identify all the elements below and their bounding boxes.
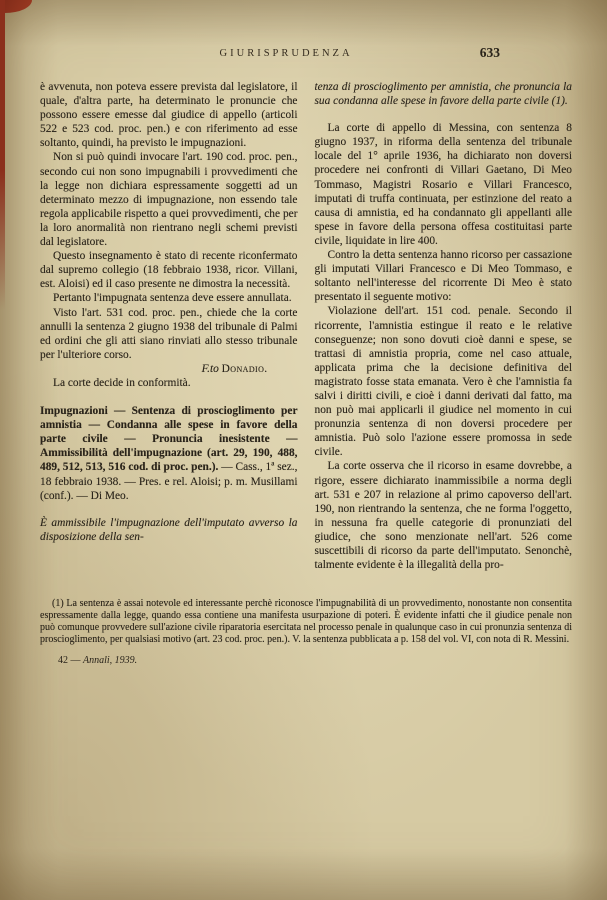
page-number: 633	[479, 45, 500, 60]
headnote-citation: — Cass., 1ª sez., 18 febbraio 1938. — Pres. e rel. Aloisi; p. m. Musillami (conf.). — Di Meo.	[40, 461, 298, 502]
syllabus-text: È ammissibile l'impugnazione dell'imputato avverso la disposizione della sen-	[40, 516, 298, 543]
book-spine-edge	[0, 0, 5, 310]
paragraph: La corte di appello di Messina, con sentenza 8 giugno 1937, in riforma della sentenza del tribunale locale del 1° aprile 1936, ha dichiarato non doversi procedere nei confronti di Villari Gaetano, Di Meo Tommaso, Magistri Rosario e Villari Francesco, imputati di truffa continuata, per estinzione del reato a causa di amnistia, ed ha condannato gli appellanti alle spese in favore della persona offesa costituitasi parte civile, liquidate in lire 400.	[314, 122, 572, 247]
paragraph: Non si può quindi invocare l'art. 190 cod. proc. pen., secondo cui non sono impugnabili i provvedimenti che la legge non dichiara espressamente soggetti ad un determinato mezzo di impugnazione, non essendo tale regola applicabile rispetto a quei provvedimenti, che per la loro anormalità non rientrano negli schemi previsti dal legislatore.	[40, 151, 298, 249]
paragraph: La corte decide in conformità.	[53, 376, 191, 389]
case-headnote	[40, 404, 298, 503]
syllabus-text: tenza di proscioglimento per amnistia, che pronuncia la sua condanna alle spese in favore della parte civile (1).	[314, 81, 572, 108]
paragraph: Visto l'art. 531 cod. proc. pen., chiede che la corte annulli la sentenza 2 giugno 1938 del tribunale di Palmi ed ordini che gli atti siano rinviati allo stesso tribunale per l'ulteriore corso.	[40, 306, 298, 361]
footnote: (1) La sentenza è assai notevole ed interessante perchè riconosce l'impugnabilità di un provvedimento, nonostante non consentita espressamente dalla legge, quando essa contiene una manifesta usurpazione di poteri. È evidente infatti che il giudice penale non può comunque provvedere sull'azione civile riparatoria esercitata nel processo penale in qualunque caso in cui pronunzia sentenza di proscioglimento, per qualsiasi motivo (art. 23 cod. proc. pen.). V. la sentenza pubblicata a p. 158 del vol. VI, con nota di R. Messini.	[40, 598, 572, 645]
headnote-keywords: Impugnazioni — Sentenza di proscioglimento per amnistia — Condanna alle spese in favore della parte civile — Pronuncia inesistente — Ammissibilità dell'impugnazione (art. 29, 190, 488, 489, 512, 513, 516 cod. di proc. pen.).	[40, 405, 298, 474]
paragraph: Violazione dell'art. 151 cod. penale. Secondo il ricorrente, l'amnistia estingue il reato e le relative conseguenze; non sono dovuti cioè danni e spese, se trattasi di amnistia propria, come nel caso attuale, applicata prima che la decisione definitiva del magistrato fosse stata emanata. Vero è che l'amnistia fa salvi i diritti civili, e cioè i danni derivati dal fatto, ma non può mai applicarli il giudice nel momento in cui pronunzia sentenza di non doversi procedere per amnistia. Può solo l'azione essere promossa in sede civile.	[314, 305, 572, 459]
paragraph: Pertanto l'impugnata sentenza deve essere annullata.	[53, 292, 292, 305]
signature-line	[40, 362, 298, 376]
volume-footer-title: Annali, 1939.	[83, 655, 138, 667]
left-column	[40, 80, 298, 572]
paragraph: Contro la detta sentenza hanno ricorso per cassazione gli imputati Villari Francesco e Di Meo Tommaso, e soltanto nell'interesse del ricorrente Di Meo è stato presentato il seguente motivo:	[314, 249, 572, 304]
signature-fto: F.to	[201, 362, 219, 375]
page-content	[40, 45, 572, 667]
page-header	[40, 45, 572, 66]
paragraph: Questo insegnamento è stato di recente riconfermato dal supremo collegio (18 febbraio 1938, ricor. Villani, est. Aloisi) ed il caso presente ne dimostra la necessità.	[40, 250, 298, 291]
text-columns	[40, 80, 572, 572]
volume-footer-number: 42 —	[58, 655, 83, 667]
paragraph: è avvenuta, non poteva essere prevista dal legislatore, il quale, d'altra parte, ha determinato le pronuncie che possono essere emesse dal giudice di appello (articoli 522 e 523 cod. proc. pen.) e con riferimento ad esse soltanto, quindi, ha previsto le impugnazioni.	[40, 81, 298, 150]
running-title: GIURISPRUDENZA	[219, 48, 353, 59]
right-column	[315, 80, 573, 572]
volume-footer	[40, 655, 572, 666]
paragraph: La corte osserva che il ricorso in esame dovrebbe, a rigore, essere dichiarato inammissibile a norma degli art. 531 e 207 in relazione al primo capoverso dell'art. 190, non rientrando la sentenza, che ne forma l'oggetto, in nessuna fra quelle categorie di pronunziati del giudice, che sono menzionate nell'art. 526 come suscettibili di ricorso da parte dell'imputato. Senonchè, talmente evidente è la illegalità della pro-	[314, 460, 572, 572]
signature-name: Donadio.	[221, 362, 268, 375]
